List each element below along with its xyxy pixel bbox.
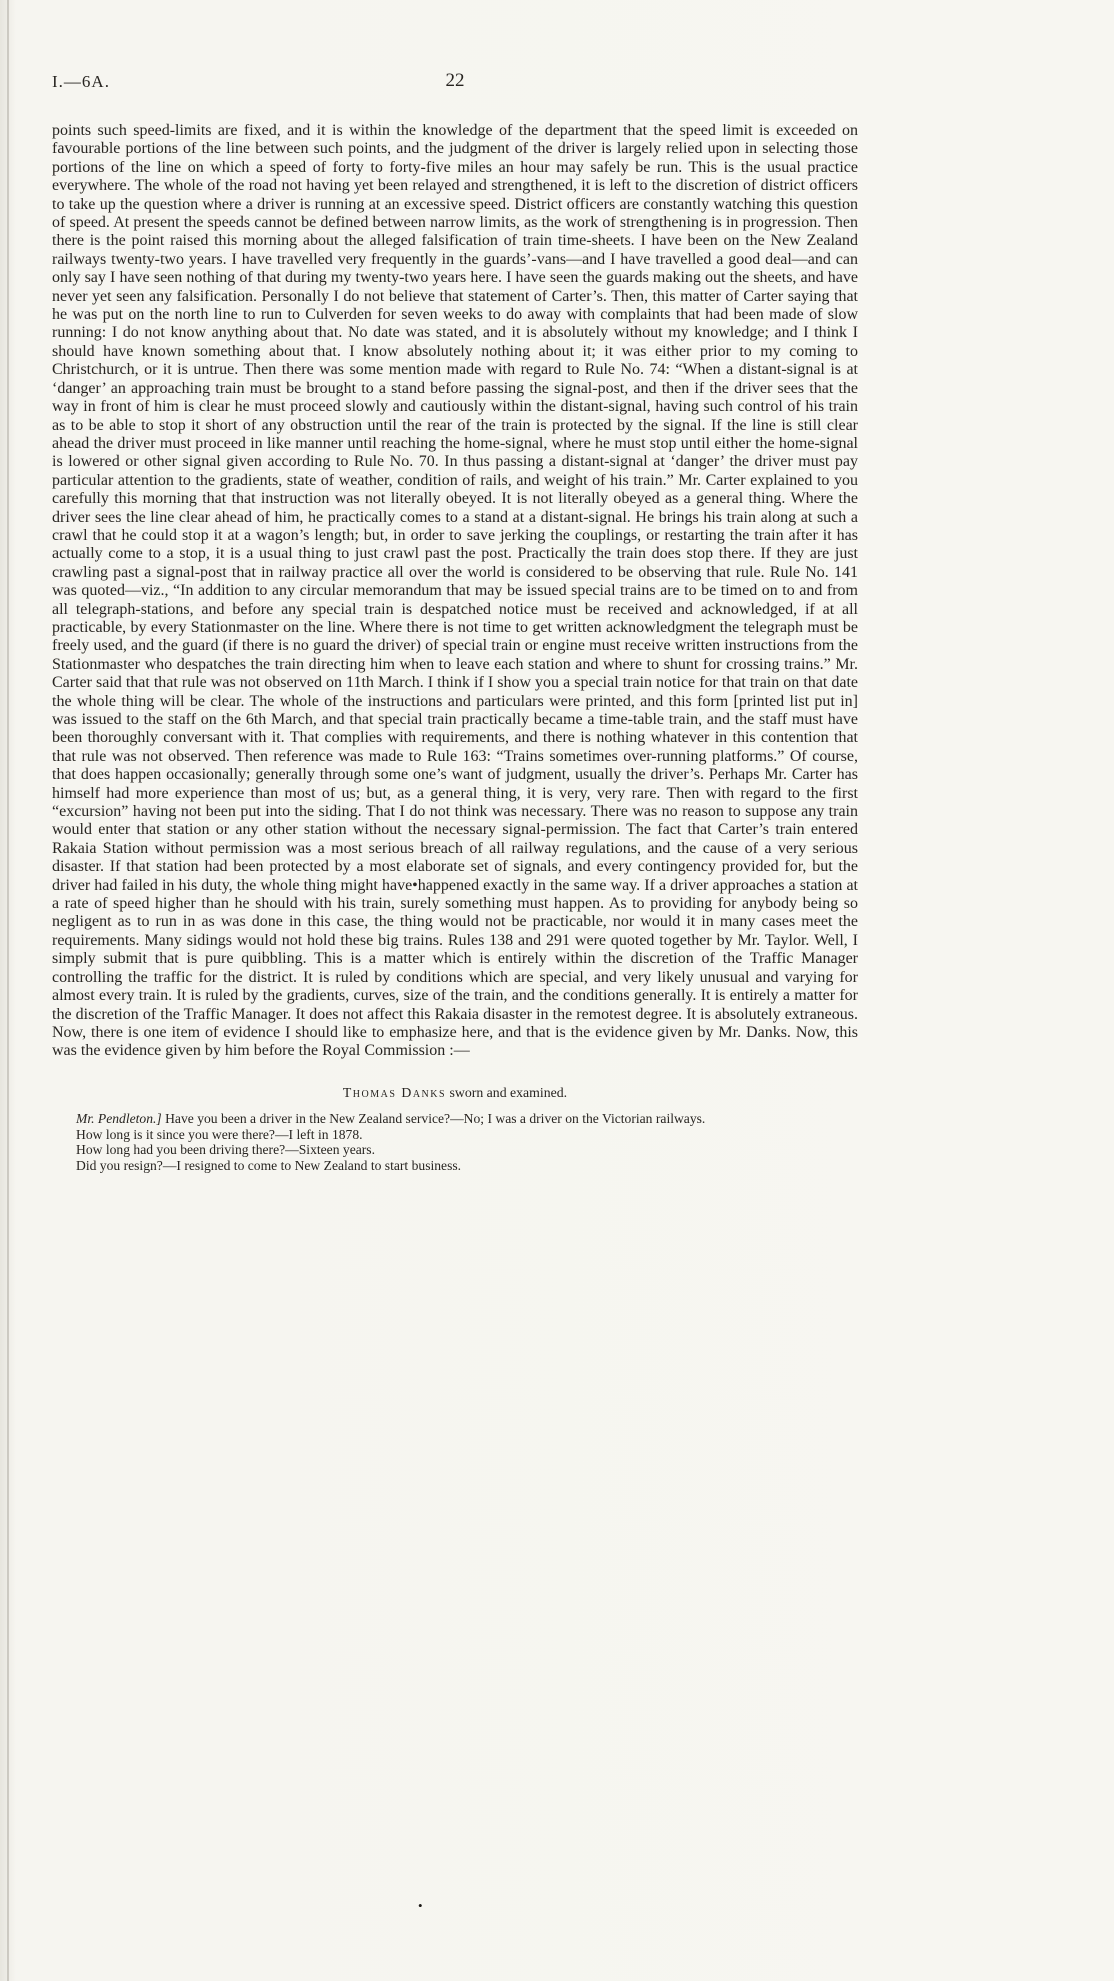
qa-line <box>52 1142 858 1158</box>
body-paragraph: points such speed-limits are fixed, and it is within the knowledge of the department that the speed limit is exceeded on favourable portions of the line between such points, and the judgment of the driver is largely relied upon in selecting those portions of the line on which a speed of forty to forty-five miles an hour may safely be run. This is the usual practice everywhere. The whole of the road not having yet been relayed and strengthened, it is left to the discretion of district officers to take up the question where a driver is running at an excessive speed. District officers are constantly watching this question of speed. At present the speeds cannot be defined between narrow limits, as the work of strengthening is in progression. Then there is the point raised this morning about the alleged falsification of train time-sheets. I have been on the New Zealand railways twenty-two years. I have travelled very frequently in the guards’-vans—and I have travelled a good deal—and can only say I have seen nothing of that during my twenty-two years here. I have seen the guards making out the sheets, and have never yet seen any falsification. Personally I do not believe that statement of Carter’s. Then, this matter of Carter saying that he was put on the north line to run to Culverden for seven weeks to do away with complaints that had been made of slow running: I do not know anything about that. No date was stated, and it is absolutely without my knowledge; and I think I should have known something about that. I know absolutely nothing about it; it was either prior to my coming to Christchurch, or it is untrue. Then there was some mention made with regard to Rule No. 74: “When a distant-signal is at ‘danger’ an approaching train must be brought to a stand before passing the signal-post, and then if the driver sees that the way in front of him is clear he must proceed slowly and cautiously within the distant-signal, having such control of his train as to be able to stop it short of any obstruction until the rear of the train is protected by the signal. If the line is still clear ahead the driver must proceed in like manner until reaching the home-signal, where he must stop until either the home-signal is lowered or other signal given according to Rule No. 70. In thus passing a distant-signal at ‘danger’ the driver must pay particular attention to the gradients, state of weather, condition of rails, and weight of his train.” Mr. Carter explained to you carefully this morning that that instruction was not literally obeyed. It is not literally obeyed as a general thing. Where the driver sees the line clear ahead of him, he practically comes to a stand at a distant-signal. He brings his train along at such a crawl that he could stop it at a wagon’s length; but, in order to save jerking the couplings, or restarting the train after it has actually come to a stop, it is a usual thing to just crawl past the post. Practically the train does stop there. If they are just crawling past a signal-post that in railway practice all over the world is considered to be observing that rule. Rule No. 141 was quoted—viz., “In addition to any circular memorandum that may be issued special trains are to be timed on to and from all telegraph-stations, and before any special train is despatched notice must be received and acknowledged, if at all practicable, by every Stationmaster on the line. Where there is not time to get written acknowledgment the telegraph must be freely used, and the guard (if there is no guard the driver) of special train or engine must receive written instructions from the Stationmaster who despatches the train directing him when to leave each station and where to shunt for crossing trains.” Mr. Carter said that that rule was not observed on 11th March. I think if I show you a special train notice for that train on that date the whole thing will be clear. The whole of the instructions and particulars were printed, and this form [printed list put in] was issued to the staff on the 6th March, and that special train practically became a time-table train, and the staff must have been thoroughly conversant with it. That complies with requirements, and there is nothing whatever in this contention that that rule was not observed. Then reference was made to Rule 163: “Trains sometimes over-running platforms.” Of course, that does happen occasionally; generally through some one’s want of judgment, usually the driver’s. Perhaps Mr. Carter has himself had more experience than most of us; but, as a general thing, it is very, very rare. Then with regard to the first “excursion” having not been put into the siding. That I do not think was necessary. There was no reason to suppose any train would enter that station or any other station without the necessary signal-permission. The fact that Carter’s train entered Rakaia Station without permission was a most serious breach of all railway regulations, and the cause of a very serious disaster. If that station had been protected by a most elaborate set of signals, and every contingency provided for, but the driver had failed in his duty, the whole thing might have•happened exactly in the same way. If a driver approaches a station at a rate of speed higher than he should with his train, surely something must happen. As to providing for anybody being so negligent as to run in as was done in this case, the thing would not be practicable, nor would it in many cases meet the requirements. Many sidings would not hold these big trains. Rules 138 and 291 were quoted together by Mr. Taylor. Well, I simply submit that is pure quibbling. This is a matter which is entirely within the discretion of the Traffic Manager controlling the traffic for the district. It is ruled by conditions which are special, and very likely unusual and varying for almost every train. It is ruled by the gradients, curves, size of the train, and the conditions generally. It is entirely a matter for the discretion of the Traffic Manager. It does not affect this Rakaia disaster in the remotest degree. It is absolutely extraneous. Now, there is one item of evidence I should like to emphasize here, and that is the evidence given by Mr. Danks. Now, this was the evidence given by him before the Royal Commission :— <box>52 122 858 1060</box>
printers-mark-dot: • <box>418 1898 423 1913</box>
qa-line <box>52 1158 858 1174</box>
testimony-heading-rest: sworn and examined. <box>446 1084 568 1100</box>
qa-text: How long is it since you were there?—I left in 1878. <box>76 1126 363 1142</box>
qa-line <box>52 1111 858 1127</box>
qa-text: How long had you been driving there?—Sixteen years. <box>76 1142 375 1158</box>
page-header <box>52 70 858 96</box>
qa-speaker: Mr. Pendleton.] <box>76 1110 162 1126</box>
testimony-qa-block <box>52 1111 858 1174</box>
witness-name: Thomas Danks <box>342 1084 447 1100</box>
testimony-heading <box>52 1085 858 1101</box>
page-content <box>52 70 858 1174</box>
page-number: 22 <box>445 70 465 91</box>
qa-text: Did you resign?—I resigned to come to New Zealand to start business. <box>76 1158 462 1174</box>
qa-line <box>52 1127 858 1143</box>
qa-text: Have you been a driver in the New Zealand service?—No; I was a driver on the Victorian railways. <box>161 1110 706 1126</box>
folio-number: I.—6A. <box>52 72 110 91</box>
